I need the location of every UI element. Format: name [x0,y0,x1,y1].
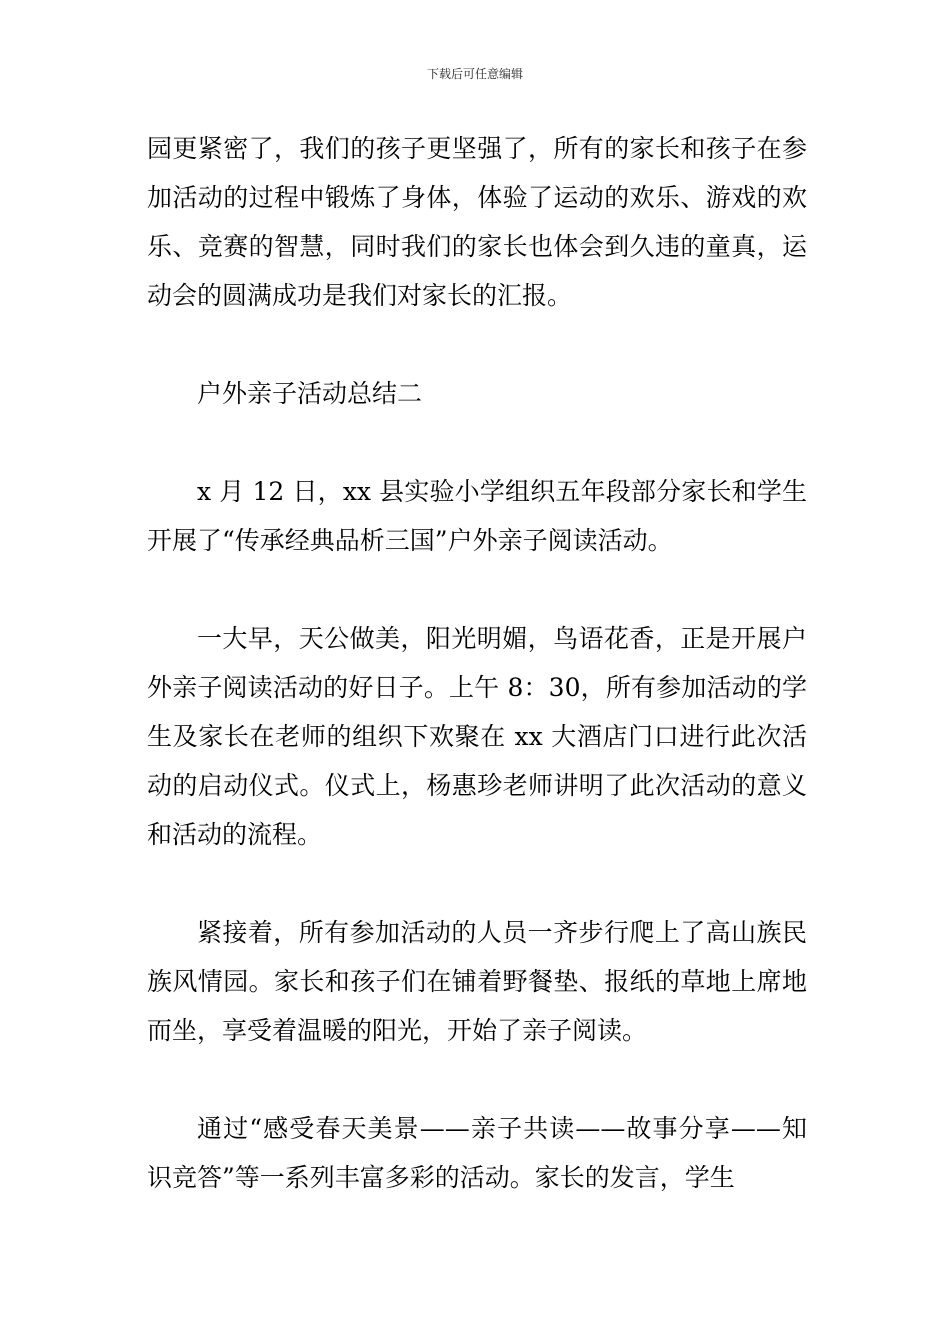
paragraph: x 月 12 日，xx 县实验小学组织五年段部分家长和学生开展了“传承经典品析三国”户外亲子阅读活动。 [147,477,807,555]
document-body [147,124,807,1202]
section-heading: 户外亲子活动总结二 [197,379,423,408]
paragraph: 一大早，天公做美，阳光明媚，鸟语花香，正是开展户外亲子阅读活动的好日子。上午 8：30，所有参加活动的学生及家长在老师的组织下欢聚在 xx 大酒店门口进行此次活动的启动仪式。仪式上，杨惠珍老师讲明了此次活动的意义和活动的流程。 [147,624,807,849]
page-header: 下载后可任意编辑 [426,67,523,81]
paragraph: 紧接着，所有参加活动的人员一齐步行爬上了高山族民族风情园。家长和孩子们在铺着野餐垫、报纸的草地上席地而坐，享受着温暖的阳光，开始了亲子阅读。 [147,918,807,1045]
paragraph: 通过“感受春天美景——亲子共读——故事分享——知识竞答”等一系列丰富多彩的活动。家长的发言，学生 [147,1114,807,1192]
paragraph-continued: 园更紧密了，我们的孩子更坚强了，所有的家长和孩子在参加活动的过程中锻炼了身体，体验了运动的欢乐、游戏的欢乐、竞赛的智慧，同时我们的家长也体会到久违的童真，运动会的圆满成功是我们对家长的汇报。 [147,134,807,310]
